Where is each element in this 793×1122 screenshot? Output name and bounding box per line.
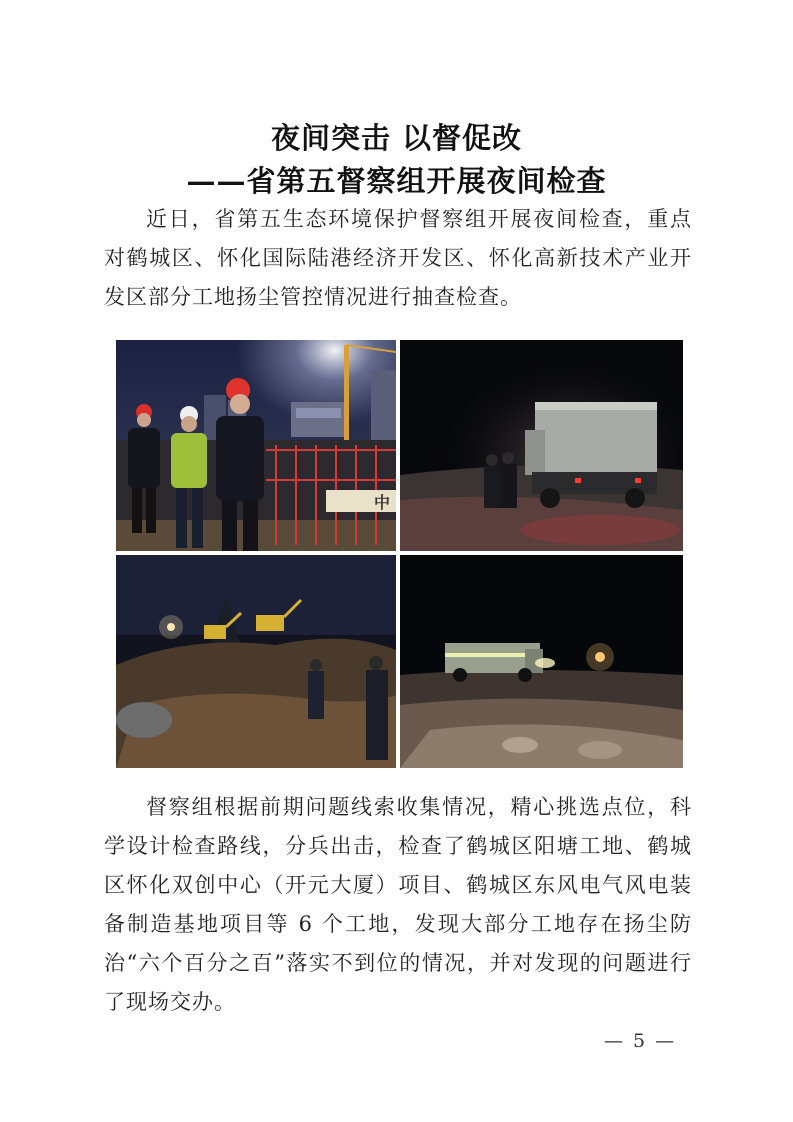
paragraph-intro: 近日，省第五生态环境保护督察组开展夜间检查，重点对鹤城区、怀化国际陆港经济开发区、怀化高新技术产业开发区部分工地扬尘管控情况进行抽查检查。 (104, 207, 692, 309)
page-number: — 5 — (604, 1030, 677, 1052)
photo-sign-text: 中 (374, 493, 391, 512)
paragraph-findings: 督察组根据前期问题线索收集情况，精心挑选点位，科学设计检查路线，分兵出击，检查了鹤城区阳塘工地、鹤城区怀化双创中心（开元大厦）项目、鹤城区东风电气风电装备制造基地项目等 6 个工地，发现大部分工地存在扬尘防治“六个百分之百”落实不到位的情况，并对发现的问题进行了现场交办。 (104, 795, 692, 1014)
photo-inspectors-site (116, 340, 396, 551)
title-line-2: ——省第五督察组开展夜间检查 (186, 164, 607, 199)
photo-truck-night (400, 340, 683, 551)
photo-grid (116, 340, 683, 768)
photo-truck-headlights (400, 555, 683, 768)
title-line-1: 夜间突击 以督促改 (270, 121, 523, 156)
photo-excavator-site (116, 555, 396, 768)
